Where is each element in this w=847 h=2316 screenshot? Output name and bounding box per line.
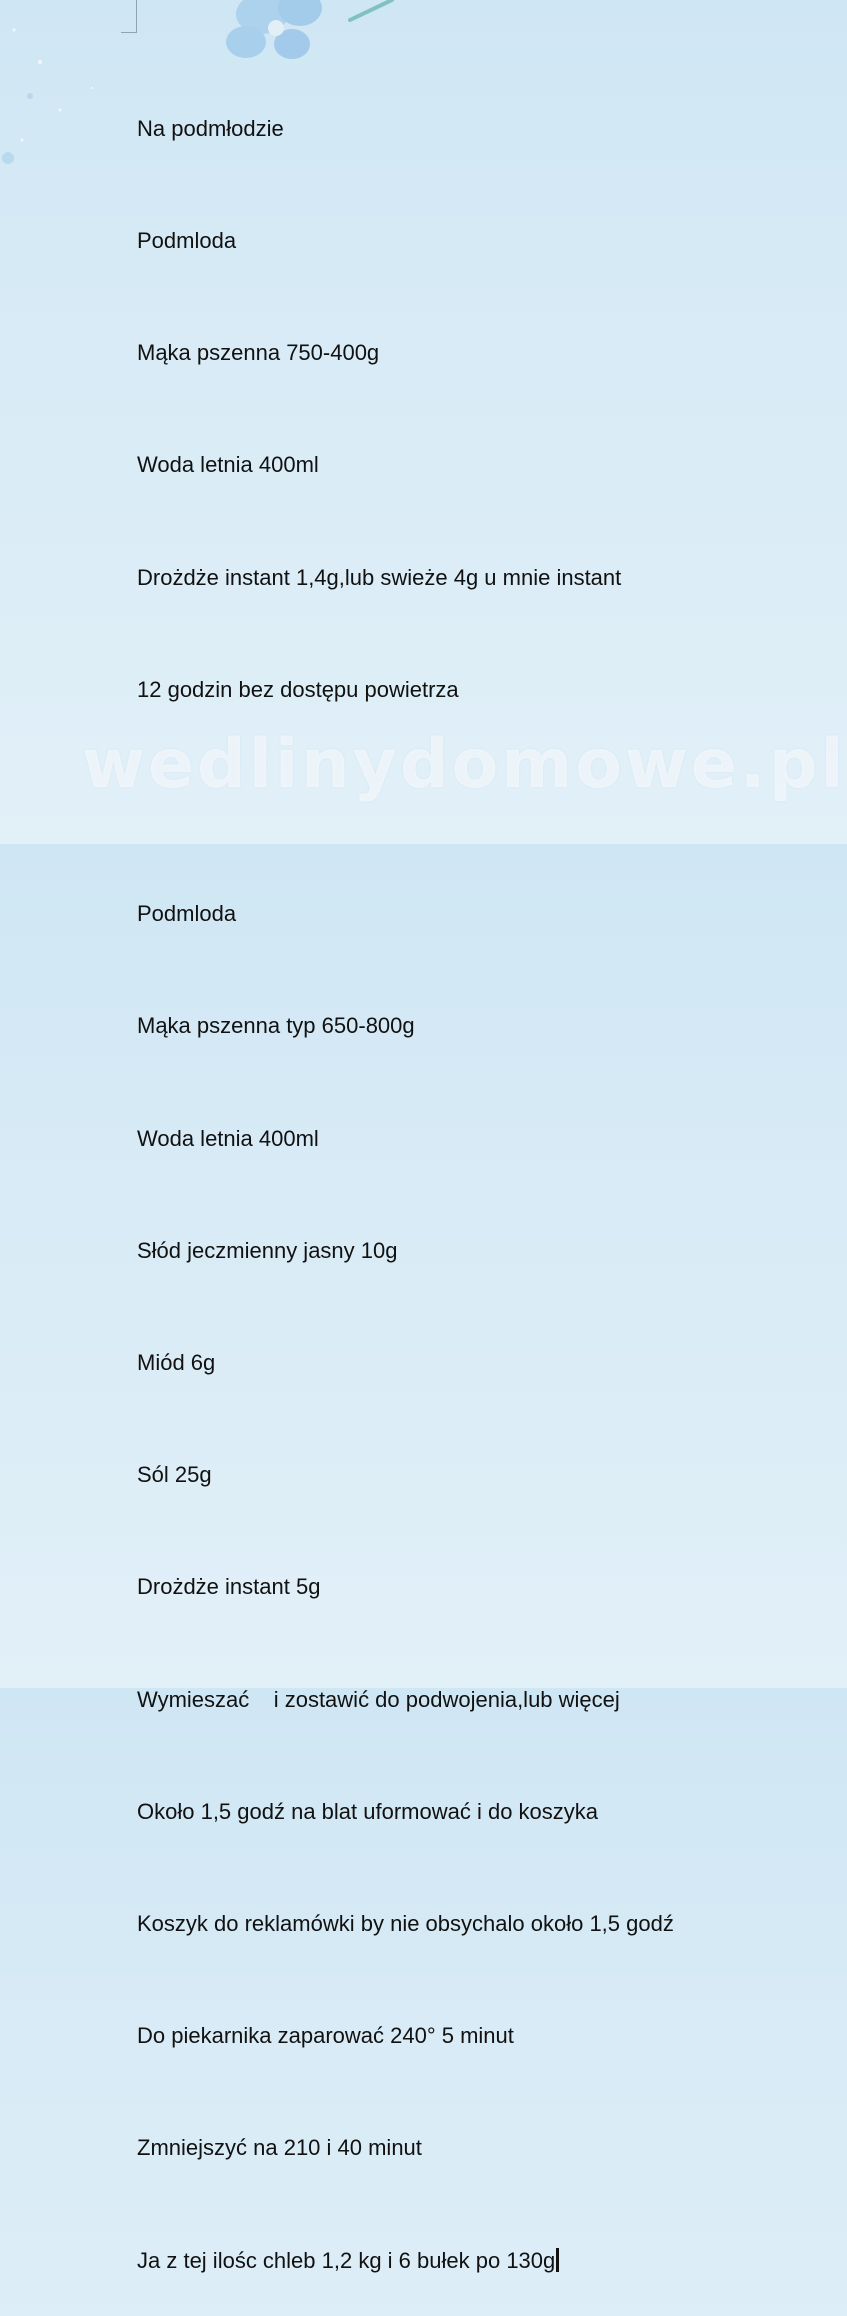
text-line: Ja z tej ilośc chleb 1,2 kg i 6 bułek po 130g (137, 2247, 556, 2273)
text-line: Woda letnia 400ml (137, 1125, 319, 1151)
text-line: Około 1,5 godź na blat uformować i do koszyka (137, 1798, 599, 1824)
text-line: Sól 25g (137, 1462, 212, 1488)
text-line: Na podmłodzie (137, 115, 284, 141)
text-line: Mąka pszenna 750-400g (137, 340, 380, 366)
last-text-line (137, 2242, 787, 2279)
dot-decoration (13, 29, 94, 142)
text-line: Zmniejszyć na 210 i 40 minut (137, 2135, 422, 2161)
text-line: Wymieszać i zostawić do podwojenia,lub więcej (137, 1686, 620, 1712)
stem-decoration (350, 0, 392, 20)
text-line: Do piekarnika zaparować 240° 5 minut (137, 2023, 514, 2049)
text-line: Drożdże instant 5g (137, 1574, 321, 1600)
dot-decoration-blue (2, 93, 33, 164)
text-cursor (556, 2248, 559, 2272)
text-line: Miód 6g (137, 1350, 216, 1376)
text-line: Podmloda (137, 228, 237, 254)
text-line: Podmloda (137, 901, 237, 927)
text-line: 12 godzin bez dostępu powietrza (137, 676, 459, 702)
watermark: wedlinydomowe.pl (82, 725, 847, 804)
text-line: Słód jeczmienny jasny 10g (137, 1237, 398, 1263)
text-line: Drożdże instant 1,4g,lub swieże 4g u mnie instant (137, 564, 622, 590)
text-line: Koszyk do reklamówki by nie obsychalo około 1,5 godź (137, 1911, 674, 1937)
text-line: Mąka pszenna typ 650-800g (137, 1013, 415, 1039)
page-corner-marker (121, 0, 137, 33)
text-line: Woda letnia 400ml (137, 452, 319, 478)
document-body[interactable] (137, 35, 787, 2316)
